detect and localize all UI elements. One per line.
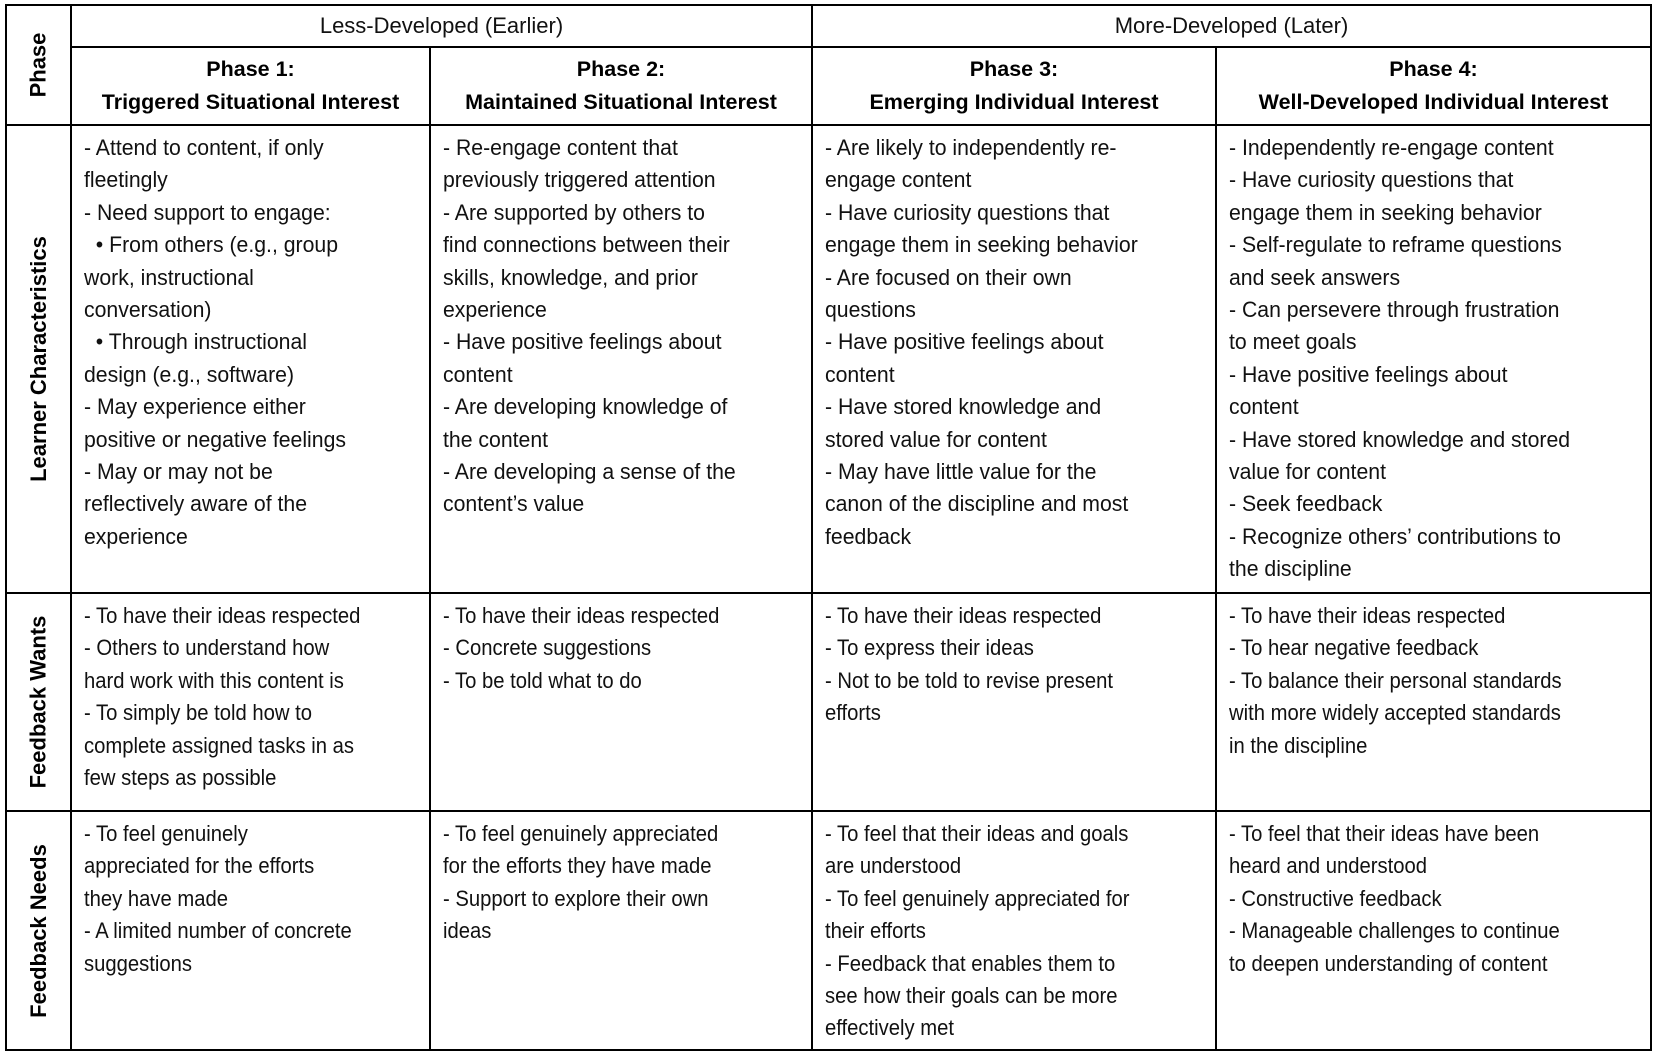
cell-text-line: - Are developing a sense of the: [443, 459, 736, 485]
phase-header-2: [431, 48, 811, 124]
cell-text-line: find connections between their: [443, 232, 730, 258]
phase-header-1: [72, 48, 429, 124]
cell-text-line: content: [1229, 394, 1299, 420]
cell-text-line: - Not to be told to revise present: [825, 667, 1114, 693]
phase-name: Maintained Situational Interest: [465, 90, 777, 114]
cell-text-line: - Self-regulate to reframe questions: [1229, 232, 1562, 258]
cell-text-line: - To feel genuinely appreciated: [443, 821, 719, 846]
cell-text-line: the discipline: [1229, 556, 1352, 582]
cell-text-line: few steps as possible: [84, 765, 277, 791]
row-label-text: Feedback Needs: [25, 843, 51, 1018]
cell-text-line: hard work with this content is: [84, 667, 344, 693]
cell-needs-phase1: [72, 812, 429, 1049]
cell-text-line: - Constructive feedback: [1229, 885, 1442, 911]
cell-text-line: - Recognize others’ contributions to: [1229, 523, 1561, 549]
cell-wants-phase2: [431, 594, 811, 810]
cell-text-line: to meet goals: [1229, 329, 1357, 355]
cell-text-line: fleetingly: [84, 167, 168, 193]
cell-text-line: - To express their ideas: [825, 635, 1034, 661]
corner-phase-text: Phase: [25, 32, 51, 98]
cell-text-line: - Have positive feelings about: [443, 329, 722, 355]
cell-text-line: suggestions: [84, 950, 193, 976]
cell-text-line: - To feel genuinely appreciated for: [825, 885, 1130, 911]
cell-text-line: - Have stored knowledge and stored: [1229, 426, 1571, 452]
cell-text-line: - Manageable challenges to continue: [1229, 918, 1560, 944]
cell-text-line: value for content: [1229, 459, 1386, 485]
cell-text-line: complete assigned tasks in as: [84, 732, 355, 758]
cell-text-line: with more widely accepted standards: [1229, 700, 1561, 726]
cell-text-line: work, instructional: [84, 264, 254, 290]
cell-text-line: - May experience either: [84, 394, 306, 420]
group-header-text: Less-Developed (Earlier): [319, 13, 564, 38]
cell-text-line: - To have their ideas respected: [1229, 603, 1506, 628]
cell-text-line: - Support to explore their own: [443, 885, 709, 911]
cell-text-line: engage them in seeking behavior: [825, 232, 1138, 258]
group-header-more-developed: [813, 6, 1650, 46]
cell-wants-phase1: [72, 594, 429, 810]
cell-text-line: efforts: [825, 700, 881, 726]
cell-text-line: • From others (e.g., group: [84, 232, 339, 258]
cell-text-line: - To be told what to do: [443, 667, 642, 693]
cell-text-line: - Concrete suggestions: [443, 635, 652, 661]
cell-text-line: - Are likely to independently re-: [825, 135, 1117, 160]
cell-text-line: - Have curiosity questions that: [825, 199, 1110, 225]
row-label-feedback-needs: [7, 812, 70, 1049]
phase-name: Triggered Situational Interest: [101, 90, 400, 114]
cell-text-line: content: [825, 361, 895, 387]
cell-text-line: - To feel that their ideas have been: [1229, 821, 1540, 846]
cell-text-line: content’s value: [443, 491, 585, 517]
phase-name: Emerging Individual Interest: [869, 90, 1159, 114]
cell-text-line: their efforts: [825, 918, 926, 944]
cell-learner-phase3: [813, 126, 1215, 592]
cell-text-line: engage them in seeking behavior: [1229, 199, 1542, 225]
cell-text-line: ideas: [443, 918, 492, 944]
cell-learner-phase1: [72, 126, 429, 592]
cell-text-line: appreciated for the efforts: [84, 853, 315, 879]
cell-text-line: - To have their ideas respected: [84, 603, 361, 628]
phase-name: Well-Developed Individual Interest: [1258, 90, 1609, 114]
cell-text-line: - Have curiosity questions that: [1229, 167, 1514, 193]
phase-number: Phase 4:: [1389, 57, 1478, 81]
phase-number: Phase 1:: [206, 57, 295, 81]
row-label-learner-characteristics: [7, 126, 70, 592]
cell-needs-phase3: [813, 812, 1215, 1049]
cell-text-line: reflectively aware of the: [84, 491, 308, 517]
cell-text-line: heard and understood: [1229, 853, 1428, 879]
cell-text-line: - To feel that their ideas and goals: [825, 821, 1129, 846]
cell-text-line: experience: [84, 523, 188, 549]
cell-text-line: - Attend to content, if only: [84, 135, 324, 160]
cell-text-line: skills, knowledge, and prior: [443, 264, 698, 290]
cell-text-line: - Others to understand how: [84, 635, 330, 661]
cell-needs-phase4: [1217, 812, 1650, 1049]
cell-text-line: content: [443, 361, 513, 387]
cell-text-line: conversation): [84, 297, 212, 323]
row-label-text: Learner Characteristics: [25, 236, 51, 482]
cell-wants-phase4: [1217, 594, 1650, 810]
cell-text-line: - Need support to engage:: [84, 199, 331, 225]
cell-text-line: for the efforts they have made: [443, 853, 712, 879]
cell-text-line: positive or negative feelings: [84, 426, 346, 452]
cell-text-line: to deepen understanding of content: [1229, 950, 1548, 976]
phase-header-3: [813, 48, 1215, 124]
cell-text-line: canon of the discipline and most: [825, 491, 1129, 517]
row-label-text: Feedback Wants: [25, 615, 51, 789]
cell-text-line: - To have their ideas respected: [825, 603, 1102, 628]
cell-text-line: - Can persevere through frustration: [1229, 297, 1560, 323]
cell-text-line: design (e.g., software): [84, 361, 295, 387]
cell-text-line: - To feel genuinely: [84, 821, 248, 846]
cell-text-line: engage content: [825, 167, 972, 193]
group-header-less-developed: [72, 6, 811, 46]
row-label-feedback-wants: [7, 594, 70, 810]
cell-text-line: questions: [825, 297, 916, 323]
cell-text-line: - Independently re-engage content: [1229, 135, 1554, 160]
phase-number: Phase 2:: [576, 57, 666, 81]
cell-text-line: and seek answers: [1229, 264, 1401, 290]
cell-text-line: - Have positive feelings about: [1229, 361, 1508, 387]
cell-text-line: - Are developing knowledge of: [443, 394, 728, 420]
cell-text-line: the content: [443, 426, 549, 452]
cell-text-line: previously triggered attention: [443, 167, 716, 193]
cell-text-line: are understood: [825, 853, 962, 879]
cell-learner-phase2: [431, 126, 811, 592]
cell-needs-phase2: [431, 812, 811, 1049]
cell-text-line: feedback: [825, 523, 912, 549]
corner-phase-label: [7, 6, 70, 124]
cell-text-line: - To simply be told how to: [84, 700, 313, 726]
cell-text-line: - Seek feedback: [1229, 491, 1383, 517]
cell-text-line: - May or may not be: [84, 459, 273, 485]
cell-text-line: experience: [443, 297, 547, 323]
cell-wants-phase3: [813, 594, 1215, 810]
cell-text-line: - To balance their personal standards: [1229, 667, 1562, 693]
cell-text-line: - Have positive feelings about: [825, 329, 1104, 355]
cell-text-line: in the discipline: [1229, 732, 1368, 758]
cell-text-line: effectively met: [825, 1015, 955, 1041]
cell-text-line: - To have their ideas respected: [443, 603, 720, 628]
phase-number: Phase 3:: [969, 57, 1059, 81]
cell-text-line: - May have little value for the: [825, 459, 1097, 485]
phase-header-4: [1217, 48, 1650, 124]
cell-text-line: stored value for content: [825, 426, 1047, 452]
cell-text-line: - Feedback that enables them to: [825, 950, 1116, 976]
cell-text-line: - A limited number of concrete: [84, 918, 352, 944]
cell-learner-phase4: [1217, 126, 1650, 592]
cell-text-line: - Have stored knowledge and: [825, 394, 1102, 420]
cell-text-line: - Re-engage content that: [443, 135, 678, 160]
cell-text-line: • Through instructional: [84, 329, 308, 355]
cell-text-line: - Are focused on their own: [825, 264, 1072, 290]
cell-text-line: - Are supported by others to: [443, 199, 705, 225]
cell-text-line: they have made: [84, 885, 229, 911]
group-header-text: More-Developed (Later): [1114, 13, 1349, 38]
cell-text-line: - To hear negative feedback: [1229, 635, 1479, 661]
cell-text-line: see how their goals can be more: [825, 983, 1118, 1009]
